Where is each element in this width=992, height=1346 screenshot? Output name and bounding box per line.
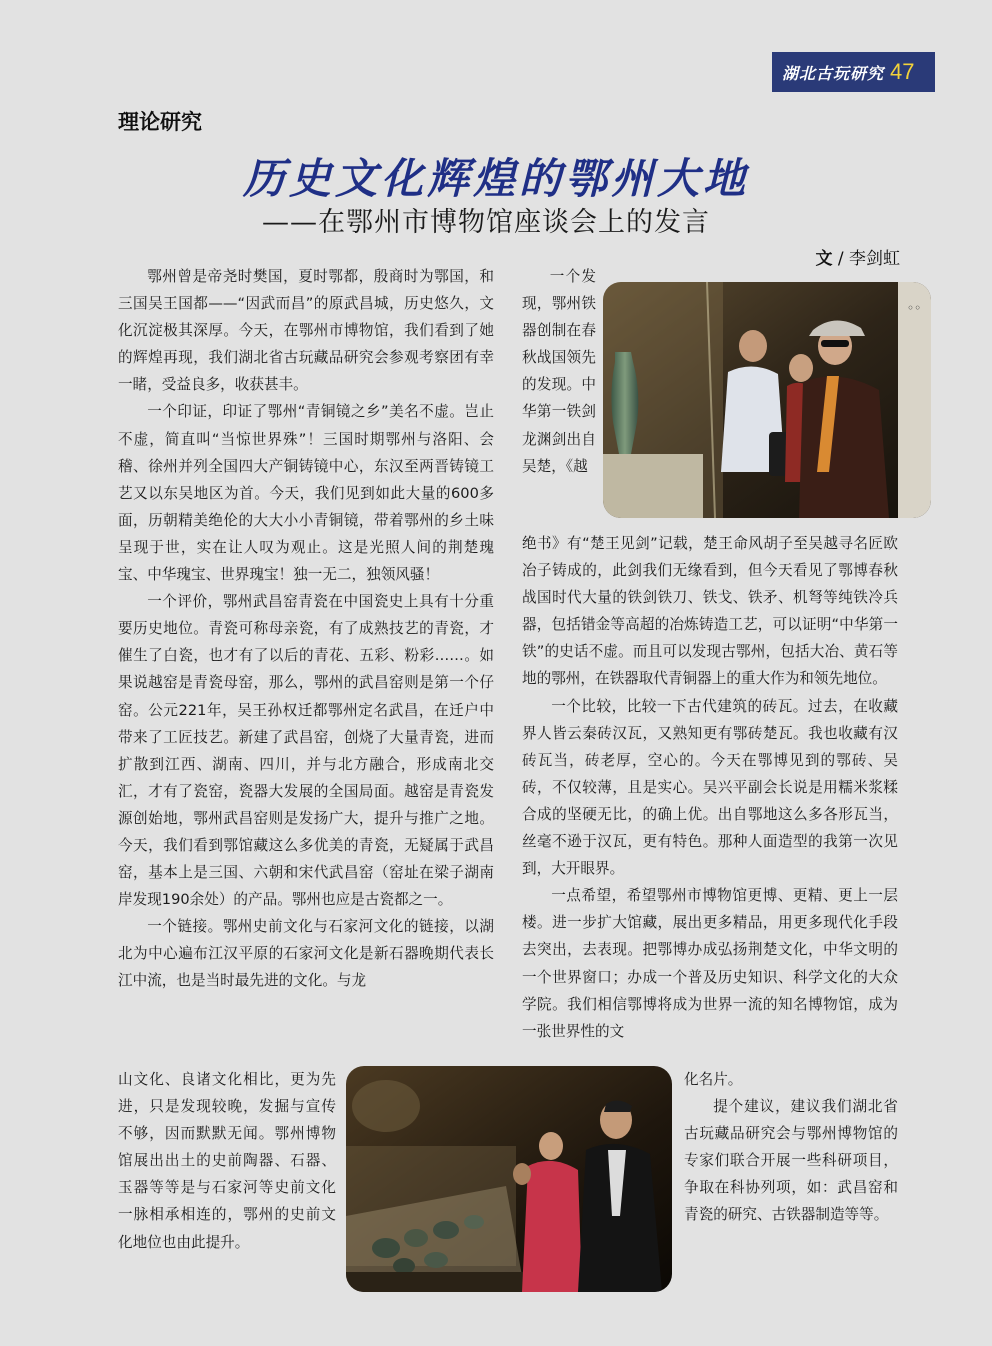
paragraph-prehistoric-cont: 山文化、良诸文化相比，更为先进，只是发现较晚，发掘与宣传不够，因而默默无闻。鄂州博物馆展出出土的史前陶器、石器、玉器等等是与石家河等史前文化一脉相承相连的，鄂州的史前文化地位也由此提升。 [118,1071,336,1251]
right-column [522,530,898,1045]
paragraph-suggestion: 提个建议，建议我们湖北省古玩藏品研究会与鄂州博物馆的专家们联合开展一些科研项目，争取在科协列项，如：武昌窑和青瓷的研究、古铁器制造等等。 [684,1098,898,1224]
right-bottom-column [684,1066,898,1229]
paragraph-bricks: 一个比较，比较一下古代建筑的砖瓦。过去，在收藏界人皆云秦砖汉瓦，又熟知更有鄂砖楚瓦。我也收藏有汉砖瓦当，砖老厚，空心的。今天在鄂博见到的鄂砖、吴砖，不仅较薄，且是实心。吴兴平副会长说是用糯米浆糅合成的坚硬无比，的确上优。出自鄂地这么多各形瓦当，丝毫不逊于汉瓦，更有特色。那种人面造型的我第一次见到，大开眼界。 [522,697,898,878]
paragraph-prehistoric: 一个链接。鄂州史前文化与石家河文化的链接，以湖北为中心遍布江汉平原的石家河文化是新石器晚期代表长江中流，也是当时最先进的文化。与龙 [118,918,494,990]
museum-photo-mirror-display [346,1066,672,1292]
author-name: 李剑虹 [849,249,900,269]
author-prefix: 文 [815,249,833,269]
paragraph-celadon: 一个评价，鄂州武昌窑青瓷在中国瓷史上具有十分重要历史地位。青瓷可称母亲瓷，有了成熟技艺的青瓷，才催生了白瓷，也才有了以后的青花、五彩、粉彩……。如果说越窑是青瓷母窑，那么，鄂州的武昌窑则是第一个仔窑。公元221年，吴王孙权迁都鄂州定名武昌，在迁户中带来了工匠技艺。新建了武昌窑，创烧了大量青瓷，进而扩散到江西、湖南、四川，并与北方融合，形成南北交汇，才有了瓷窑，瓷器大发展的全国局面。越窑是青瓷发源创始地，鄂州武昌窑则是发扬广大，提升与推广之地。今天，我们看到鄂馆藏这么多优美的青瓷，无疑属于武昌窑，基本上是三国、六朝和宋代武昌窑（窑址在梁子湖南岸发现190余处）的产品。鄂州也应是古瓷都之一。 [118,593,494,909]
paragraph-iron-cont: 绝书》有“楚王见剑”记载，楚王命风胡子至吴越寻名匠欧冶子铸成的，此剑我们无缘看到，但今天看见了鄂博春秋战国时代大量的铁剑铁刀、铁戈、铁矛、机弩等纯铁冷兵器，包括错金等高超的冶炼铸造工艺，可以证明“中华第一铁”的史话不虚。而且可以发现古鄂州，包括大冶、黄石等地的鄂州，在铁器取代青铜器上的重大作为和领先地位。 [522,535,898,688]
left-bottom-column [118,1066,336,1256]
museum-photo-bronze-vessel [603,282,931,518]
article-subtitle: ——在鄂州市博物馆座谈会上的发言 [262,207,710,238]
narrow-right-column [522,263,596,480]
author-separator: / [837,249,844,269]
paragraph-hope: 一点希望，希望鄂州市博物馆更博、更精、更上一层楼。进一步扩大馆藏，展出更多精品，用更多现代化手段去突出，去表现。把鄂博办成弘扬荆楚文化，中华文明的一个世界窗口；办成一个普及历史知识、科学文化的大众学院。我们相信鄂博将成为世界一流的知名博物馆，成为一张世界性的文 [522,887,898,1040]
page-number: 47 [890,59,915,84]
paragraph-hope-end: 化名片。 [684,1071,743,1088]
section-label: 理论研究 [118,110,202,134]
article-title: 历史文化辉煌的鄂州大地 [242,154,749,203]
magazine-name: 湖北古玩研究 [782,63,885,83]
paragraph-origin: 鄂州曾是帝尧时樊国，夏时鄂都，殷商时为鄂国，和三国吴王国都——“因武而昌”的原武昌城，历史悠久，文化沉淀极其深厚。今天，在鄂州市博物馆，我们看到了她的辉煌再现，我们湖北省古玩藏品研究会参观考察团有幸一睹，受益良多，收获甚丰。 [118,268,494,394]
left-column [118,263,494,995]
paragraph-bronze-mirror: 一个印证，印证了鄂州“青铜镜之乡”美名不虚。岂止不虚，简直叫“当惊世界殊”！三国时期鄂州与洛阳、会稽、徐州并列全国四大产铜铸镜中心，东汉至两晋铸镜工艺又以东吴地区为首。今天，我们见到如此大量的600多面，历朝精美绝伦的大大小小青铜镜，带着鄂州的乡土味呈现于世，实在让人叹为观止。这是光照人间的荆楚瑰宝、中华瑰宝、世界瑰宝！独一无二，独领风骚！ [118,403,494,584]
svg-text:◦◦: ◦◦ [907,301,922,315]
magazine-header-tab [772,52,935,92]
author-line [815,244,900,269]
paragraph-iron-start: 一个发现，鄂州铁器创制在春秋战国领先的发现。中华第一铁剑龙渊剑出自吴楚，《越 [522,268,596,475]
